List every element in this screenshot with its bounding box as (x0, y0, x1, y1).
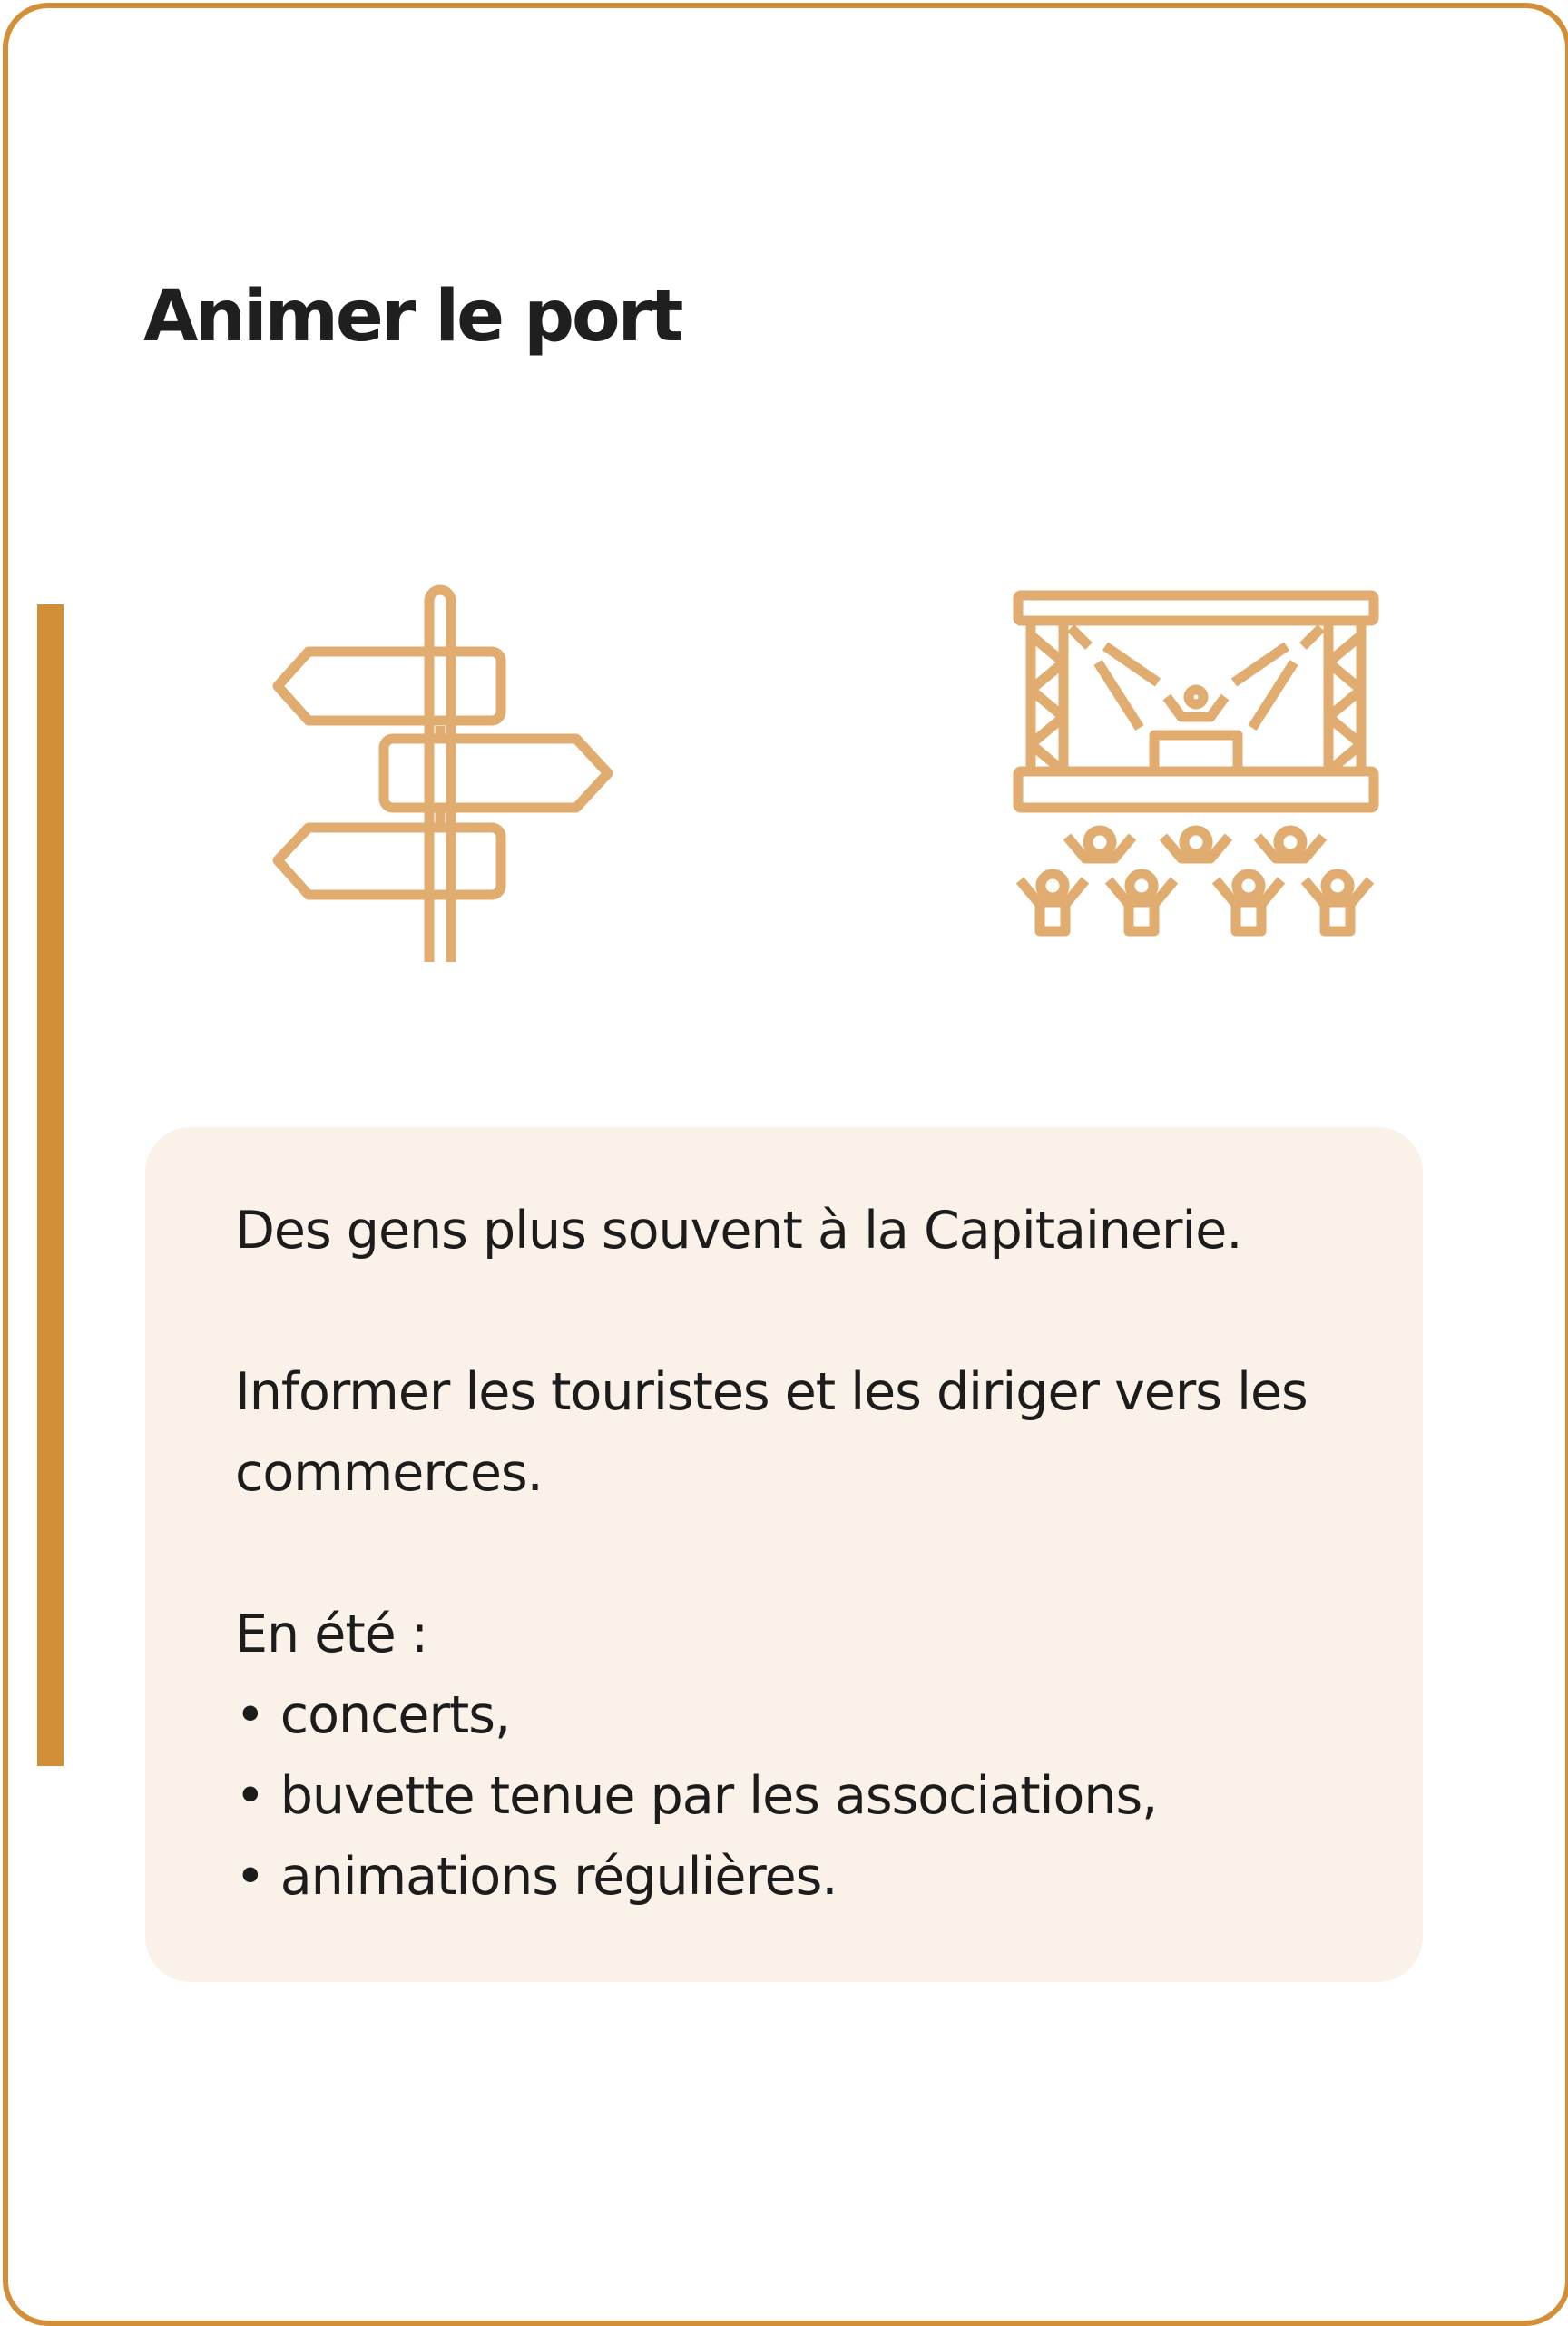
list-item: • animations régulières. (235, 1837, 1350, 1918)
list-item: • concerts, (235, 1675, 1350, 1756)
card-title: Animer le port (143, 276, 681, 358)
signpost-icon (270, 581, 619, 966)
summer-list (235, 1675, 1350, 1918)
spacer (235, 1514, 1350, 1595)
concert-stage-icon (1011, 588, 1385, 958)
info-box (145, 1127, 1423, 1982)
spacer (235, 1271, 1350, 1352)
info-line-tourists: Informer les touristes et les diriger vers les commerces. (235, 1362, 1308, 1503)
summer-heading: En été : (235, 1605, 428, 1664)
list-item: • buvette tenue par les associations, (235, 1756, 1350, 1837)
info-line-capitainerie: Des gens plus souvent à la Capitainerie. (235, 1201, 1242, 1261)
accent-bar (37, 604, 64, 1766)
